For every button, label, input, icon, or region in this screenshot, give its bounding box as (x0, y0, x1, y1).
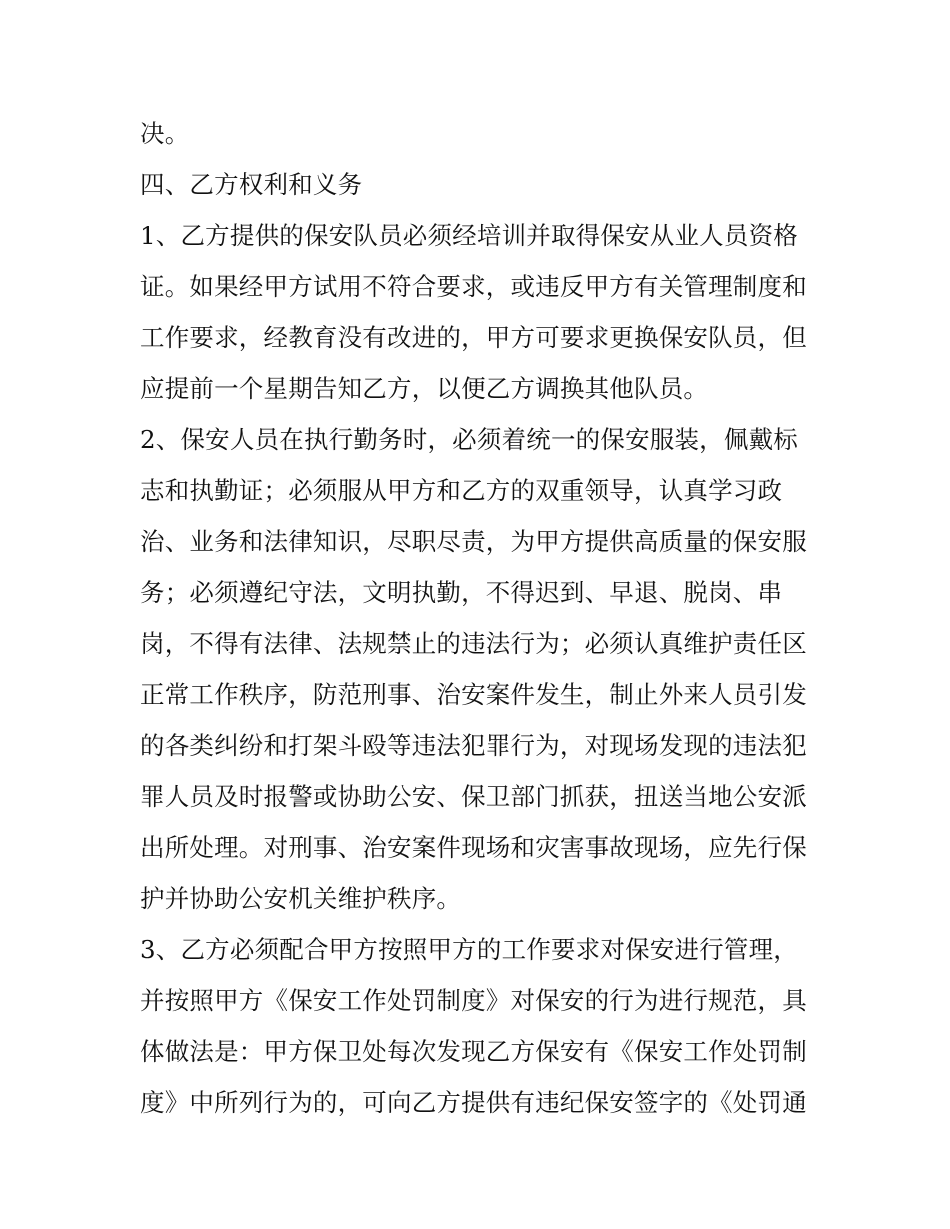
text-line: 护并协助公安机关维护秩序。 (140, 884, 462, 913)
text-line: 出所处理。对刑事、治安案件现场和灾害事故现场，应先行保 (140, 833, 807, 862)
text-line: 并按照甲方《保安工作处罚制度》对保安的行为进行规范，具 (140, 986, 807, 1015)
text-line: 罪人员及时报警或协助公安、保卫部门抓获，扭送当地公安派 (140, 782, 807, 811)
text-line: 志和执勤证；必须服从甲方和乙方的双重领导，认真学习政 (140, 476, 783, 505)
text-line: 务；必须遵纪守法，文明执勤，不得迟到、早退、脱岗、串 (140, 578, 783, 607)
document-body (140, 108, 820, 1128)
text-line: 1、乙方提供的保安队员必须经培训并取得保安从业人员资格 (140, 221, 798, 250)
text-line: 治、业务和法律知识，尽职尽责，为甲方提供高质量的保安服 (140, 527, 807, 556)
text-line: 体做法是：甲方保卫处每次发现乙方保安有《保安工作处罚制 (140, 1037, 807, 1066)
text-line: 岗，不得有法律、法规禁止的违法行为；必须认真维护责任区 (140, 629, 807, 658)
text-line: 决。 (140, 119, 190, 148)
text-line: 度》中所列行为的，可向乙方提供有违纪保安签字的《处罚通 (140, 1088, 807, 1117)
text-line: 工作要求，经教育没有改进的，甲方可要求更换保安队员，但 (140, 323, 807, 352)
text-line: 3、乙方必须配合甲方按照甲方的工作要求对保安进行管理， (140, 935, 798, 964)
text-line: 正常工作秩序，防范刑事、治安案件发生，制止外来人员引发 (140, 680, 807, 709)
text-line: 应提前一个星期告知乙方，以便乙方调换其他队员。 (140, 374, 709, 403)
text-line: 的各类纠纷和打架斗殴等违法犯罪行为，对现场发现的违法犯 (140, 731, 807, 760)
text-line: 2、保安人员在执行勤务时，必须着统一的保安服装，佩戴标 (140, 425, 798, 454)
text-line: 证。如果经甲方试用不符合要求，或违反甲方有关管理制度和 (140, 272, 807, 301)
section-heading: 四、乙方权利和义务 (140, 170, 363, 199)
